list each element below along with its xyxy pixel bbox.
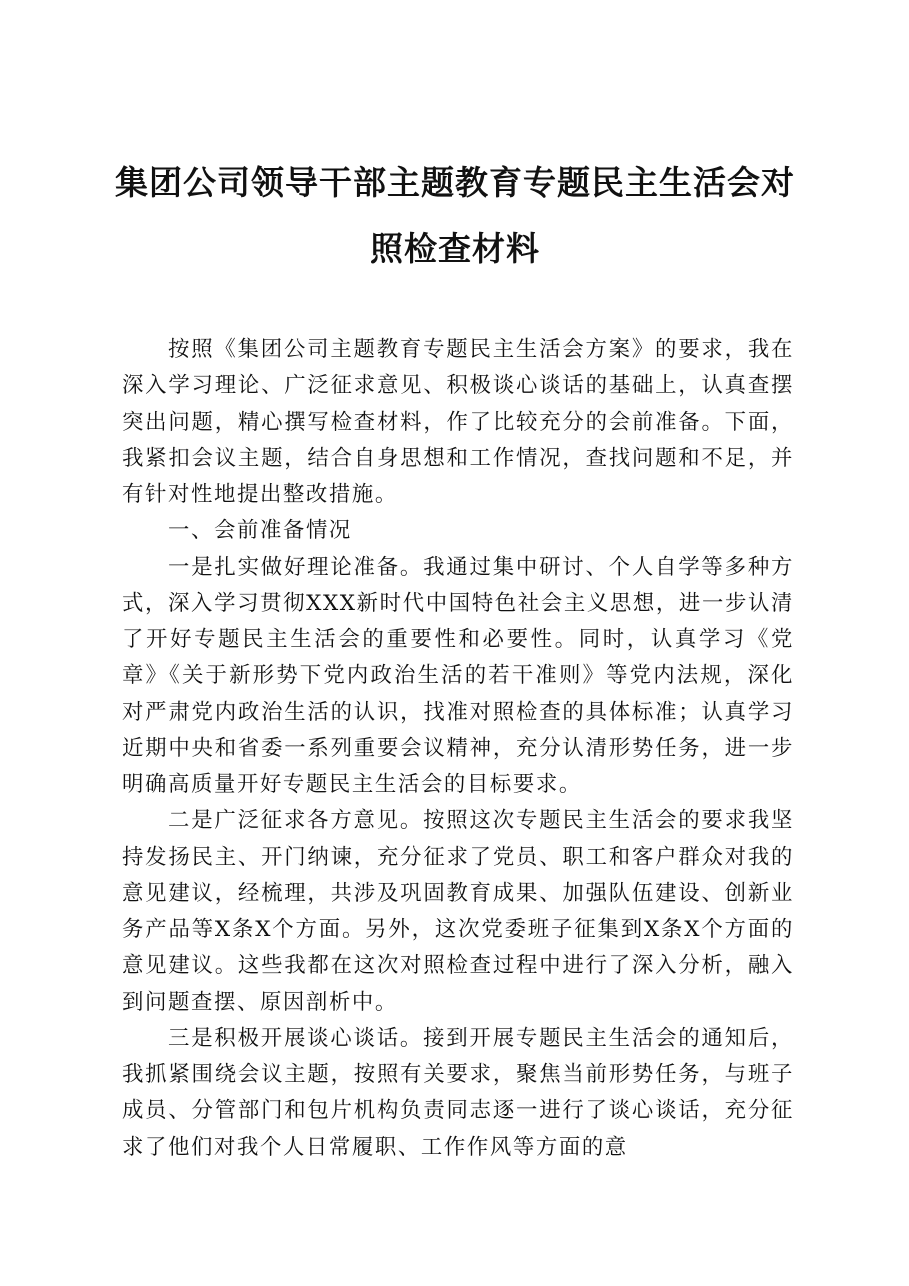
- document-title-line-1: 集团公司领导干部主题教育专题民主生活会对: [115, 163, 795, 202]
- body-paragraph: 三是积极开展谈心谈话。接到开展专题民主生活会的通知后，我抓紧围绕会议主题，按照有关要求，聚焦当前形势任务，与班子成员、分管部门和包片机构负责同志逐一进行了谈心谈话，充分征求了他们对我个人日常履职、工作作风等方面的意: [122, 1025, 794, 1160]
- body-paragraph: 二是广泛征求各方意见。按照这次专题民主生活会的要求我坚持发扬民主、开门纳谏，充分征求了党员、职工和客户群众对我的意见建议，经梳理，共涉及巩固教育成果、加强队伍建设、创新业务产品等X条X个方面。另外，这次党委班子征集到X条X个方面的意见建议。这些我都在这次对照检查过程中进行了深入分析，融入到问题查摆、原因剖析中。: [122, 808, 794, 1015]
- document-title-line-2: 照检查材料: [370, 229, 540, 268]
- body-paragraph: 一是扎实做好理论准备。我通过集中研讨、个人自学等多种方式，深入学习贯彻XXX新时代中国特色社会主义思想，进一步认清了开好专题民主生活会的重要性和必要性。同时，认真学习《党章》《关于新形势下党内政治生活的若干准则》等党内法规，深化对严肃党内政治生活的认识，找准对照检查的具体标准；认真学习近期中央和省委一系列重要会议精神，充分认清形势任务，进一步明确高质量开好专题民主生活会的目标要求。: [122, 554, 794, 797]
- document-body: [122, 332, 794, 1166]
- intro-paragraph: 按照《集团公司主题教育专题民主生活会方案》的要求，我在深入学习理论、广泛征求意见、积极谈心谈话的基础上，认真查摆突出问题，精心撰写检查材料，作了比较充分的会前准备。下面，我紧扣会议主题，结合自身思想和工作情况，查找问题和不足，并有针对性地提出整改措施。: [122, 337, 794, 507]
- section-heading: 一、会前准备情况: [168, 518, 352, 544]
